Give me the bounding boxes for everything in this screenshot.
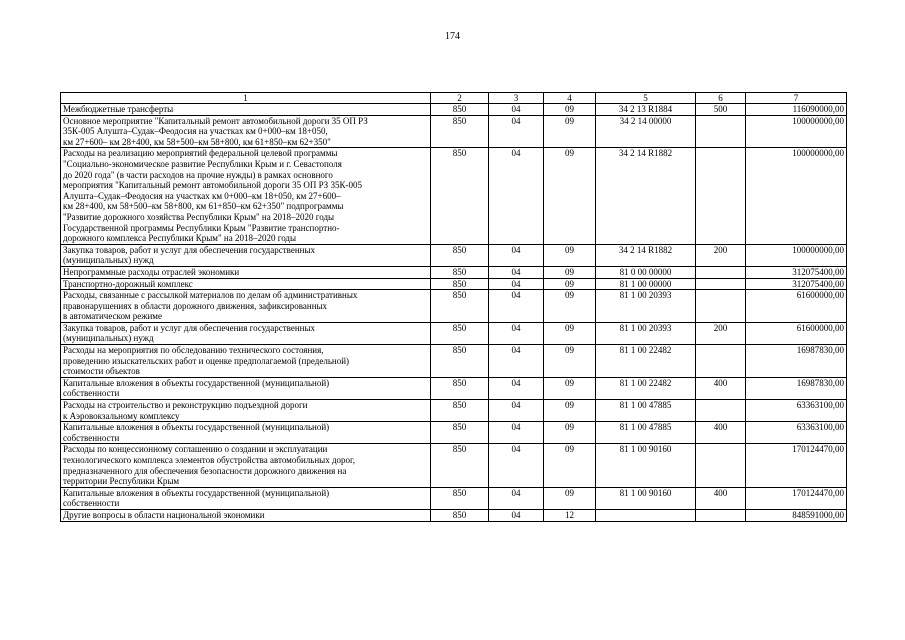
cell-amount: 100000000,00 bbox=[746, 115, 847, 148]
table-row bbox=[61, 422, 847, 444]
table-row bbox=[61, 278, 847, 290]
cell-name: Расходы на строительство и реконструкцию подъездной дороги к Аэровокзальному комплексу bbox=[61, 400, 431, 422]
column-header: 5 bbox=[596, 93, 696, 104]
table-row bbox=[61, 487, 847, 509]
cell-ministry-code: 850 bbox=[431, 345, 489, 378]
cell-section: 04 bbox=[489, 290, 544, 323]
cell-ministry-code: 850 bbox=[431, 444, 489, 487]
cell-expense-type bbox=[696, 266, 746, 278]
cell-amount: 100000000,00 bbox=[746, 148, 847, 244]
cell-amount: 116090000,00 bbox=[746, 104, 847, 116]
table-row bbox=[61, 444, 847, 487]
cell-expense-type bbox=[696, 444, 746, 487]
cell-subsection: 09 bbox=[544, 345, 596, 378]
cell-ministry-code: 850 bbox=[431, 400, 489, 422]
cell-expense-type bbox=[696, 290, 746, 323]
cell-ministry-code: 850 bbox=[431, 290, 489, 323]
cell-expense-type bbox=[696, 148, 746, 244]
cell-section: 04 bbox=[489, 400, 544, 422]
column-header: 1 bbox=[61, 93, 431, 104]
cell-expense-type: 200 bbox=[696, 244, 746, 266]
cell-name: Расходы, связанные с рассылкой материалов по делам об административных правонарушениях в области дорожного движения, зафиксированных в автоматическом режиме bbox=[61, 290, 431, 323]
cell-expense-type bbox=[696, 278, 746, 290]
cell-target-article: 81 1 00 47885 bbox=[596, 422, 696, 444]
cell-ministry-code: 850 bbox=[431, 148, 489, 244]
cell-subsection: 09 bbox=[544, 290, 596, 323]
cell-target-article: 81 1 00 90160 bbox=[596, 444, 696, 487]
cell-expense-type: 400 bbox=[696, 487, 746, 509]
cell-subsection: 09 bbox=[544, 487, 596, 509]
cell-amount: 170124470,00 bbox=[746, 444, 847, 487]
cell-expense-type: 200 bbox=[696, 322, 746, 344]
cell-section: 04 bbox=[489, 377, 544, 399]
cell-section: 04 bbox=[489, 509, 544, 521]
cell-ministry-code: 850 bbox=[431, 278, 489, 290]
cell-subsection: 09 bbox=[544, 115, 596, 148]
cell-expense-type bbox=[696, 509, 746, 521]
cell-ministry-code: 850 bbox=[431, 115, 489, 148]
cell-amount: 848591000,00 bbox=[746, 509, 847, 521]
column-header: 3 bbox=[489, 93, 544, 104]
cell-target-article: 81 1 00 22482 bbox=[596, 377, 696, 399]
cell-target-article bbox=[596, 509, 696, 521]
cell-name: Капитальные вложения в объекты государственной (муниципальной) собственности bbox=[61, 377, 431, 399]
cell-target-article: 34 2 14 R1882 bbox=[596, 148, 696, 244]
cell-section: 04 bbox=[489, 322, 544, 344]
cell-expense-type: 400 bbox=[696, 377, 746, 399]
cell-ministry-code: 850 bbox=[431, 487, 489, 509]
table-row bbox=[61, 290, 847, 323]
cell-amount: 61600000,00 bbox=[746, 290, 847, 323]
column-header: 6 bbox=[696, 93, 746, 104]
cell-target-article: 34 2 14 00000 bbox=[596, 115, 696, 148]
page-number: 174 bbox=[445, 31, 460, 42]
table-row bbox=[61, 266, 847, 278]
cell-ministry-code: 850 bbox=[431, 104, 489, 116]
table-row bbox=[61, 104, 847, 116]
cell-target-article: 81 0 00 00000 bbox=[596, 266, 696, 278]
cell-amount: 312075400,00 bbox=[746, 266, 847, 278]
cell-amount: 100000000,00 bbox=[746, 244, 847, 266]
cell-expense-type bbox=[696, 400, 746, 422]
cell-amount: 63363100,00 bbox=[746, 422, 847, 444]
cell-subsection: 09 bbox=[544, 322, 596, 344]
cell-name: Межбюджетные трансферты bbox=[61, 104, 431, 116]
cell-name: Закупка товаров, работ и услуг для обеспечения государственных (муниципальных) нужд bbox=[61, 244, 431, 266]
cell-expense-type bbox=[696, 115, 746, 148]
table-row bbox=[61, 244, 847, 266]
cell-name: Непрограммные расходы отраслей экономики bbox=[61, 266, 431, 278]
cell-subsection: 09 bbox=[544, 148, 596, 244]
cell-subsection: 09 bbox=[544, 266, 596, 278]
cell-expense-type: 400 bbox=[696, 422, 746, 444]
cell-amount: 170124470,00 bbox=[746, 487, 847, 509]
cell-section: 04 bbox=[489, 244, 544, 266]
cell-name: Другие вопросы в области национальной экономики bbox=[61, 509, 431, 521]
cell-target-article: 34 2 14 R1882 bbox=[596, 244, 696, 266]
column-header-row bbox=[61, 93, 847, 104]
cell-target-article: 81 1 00 20393 bbox=[596, 290, 696, 323]
budget-table bbox=[60, 92, 847, 522]
cell-target-article: 81 1 00 00000 bbox=[596, 278, 696, 290]
cell-section: 04 bbox=[489, 278, 544, 290]
column-header: 7 bbox=[746, 93, 847, 104]
cell-target-article: 81 1 00 90160 bbox=[596, 487, 696, 509]
cell-subsection: 09 bbox=[544, 377, 596, 399]
cell-subsection: 09 bbox=[544, 444, 596, 487]
cell-ministry-code: 850 bbox=[431, 244, 489, 266]
cell-subsection: 09 bbox=[544, 278, 596, 290]
cell-section: 04 bbox=[489, 422, 544, 444]
table-row bbox=[61, 322, 847, 344]
table-body bbox=[61, 104, 847, 522]
cell-section: 04 bbox=[489, 115, 544, 148]
cell-name: Расходы на реализацию мероприятий федеральной целевой программы "Социально-экономическое развитие Республики Крым и г. Севастополя до 2020 года" (в части расходов на прочие нужды) в рамках основного мероприятия "Капитальный ремонт автомобильной дороги 35 ОП РЗ 35К-005 Алушта–Судак–Феодосия на участках км 0+000–км 18+050, км 27+600– км 28+400, км 58+500–км 58+800, км 61+850–км 62+350" подпрограммы "Развитие дорожного хозяйства Республики Крым" на 2018–2020 годы Государственной программы Республики Крым "Развитие транспортно- дорожного комплекса Республики Крым" на 2018–2020 годы bbox=[61, 148, 431, 244]
cell-ministry-code: 850 bbox=[431, 322, 489, 344]
cell-expense-type bbox=[696, 345, 746, 378]
cell-section: 04 bbox=[489, 266, 544, 278]
cell-expense-type: 500 bbox=[696, 104, 746, 116]
cell-amount: 63363100,00 bbox=[746, 400, 847, 422]
cell-subsection: 09 bbox=[544, 104, 596, 116]
cell-amount: 16987830,00 bbox=[746, 345, 847, 378]
column-header: 4 bbox=[544, 93, 596, 104]
cell-target-article: 34 2 13 R1884 bbox=[596, 104, 696, 116]
cell-amount: 16987830,00 bbox=[746, 377, 847, 399]
cell-name: Расходы на мероприятия по обследованию технического состояния, проведению изыскательских работ и оценке предполагаемой (предельной) стоимости объектов bbox=[61, 345, 431, 378]
cell-section: 04 bbox=[489, 487, 544, 509]
table-row bbox=[61, 115, 847, 148]
cell-section: 04 bbox=[489, 444, 544, 487]
cell-target-article: 81 1 00 20393 bbox=[596, 322, 696, 344]
cell-name: Капитальные вложения в объекты государственной (муниципальной) собственности bbox=[61, 487, 431, 509]
cell-name: Транспортно-дорожный комплекс bbox=[61, 278, 431, 290]
cell-ministry-code: 850 bbox=[431, 422, 489, 444]
table-row bbox=[61, 509, 847, 521]
cell-name: Закупка товаров, работ и услуг для обеспечения государственных (муниципальных) нужд bbox=[61, 322, 431, 344]
cell-ministry-code: 850 bbox=[431, 266, 489, 278]
column-header: 2 bbox=[431, 93, 489, 104]
table-row bbox=[61, 400, 847, 422]
cell-target-article: 81 1 00 47885 bbox=[596, 400, 696, 422]
cell-section: 04 bbox=[489, 148, 544, 244]
cell-subsection: 09 bbox=[544, 400, 596, 422]
table-row bbox=[61, 148, 847, 244]
cell-subsection: 12 bbox=[544, 509, 596, 521]
cell-name: Основное мероприятие "Капитальный ремонт автомобильной дороги 35 ОП РЗ 35К-005 Алушта–Судак–Феодосия на участках км 0+000–км 18+050, км 27+600– км 28+400, км 58+500–км 58+800, км 61+850–км 62+350" bbox=[61, 115, 431, 148]
cell-subsection: 09 bbox=[544, 422, 596, 444]
cell-name: Расходы по концессионному соглашению о создании и эксплуатации технологического комплекса элементов обустройства автомобильных дорог, предназначенного для обеспечения безопасности дорожного движения на территории Республики Крым bbox=[61, 444, 431, 487]
table-row bbox=[61, 345, 847, 378]
cell-amount: 312075400,00 bbox=[746, 278, 847, 290]
cell-ministry-code: 850 bbox=[431, 377, 489, 399]
cell-target-article: 81 1 00 22482 bbox=[596, 345, 696, 378]
cell-section: 04 bbox=[489, 104, 544, 116]
cell-amount: 61600000,00 bbox=[746, 322, 847, 344]
cell-section: 04 bbox=[489, 345, 544, 378]
cell-name: Капитальные вложения в объекты государственной (муниципальной) собственности bbox=[61, 422, 431, 444]
table-row bbox=[61, 377, 847, 399]
cell-ministry-code: 850 bbox=[431, 509, 489, 521]
cell-subsection: 09 bbox=[544, 244, 596, 266]
